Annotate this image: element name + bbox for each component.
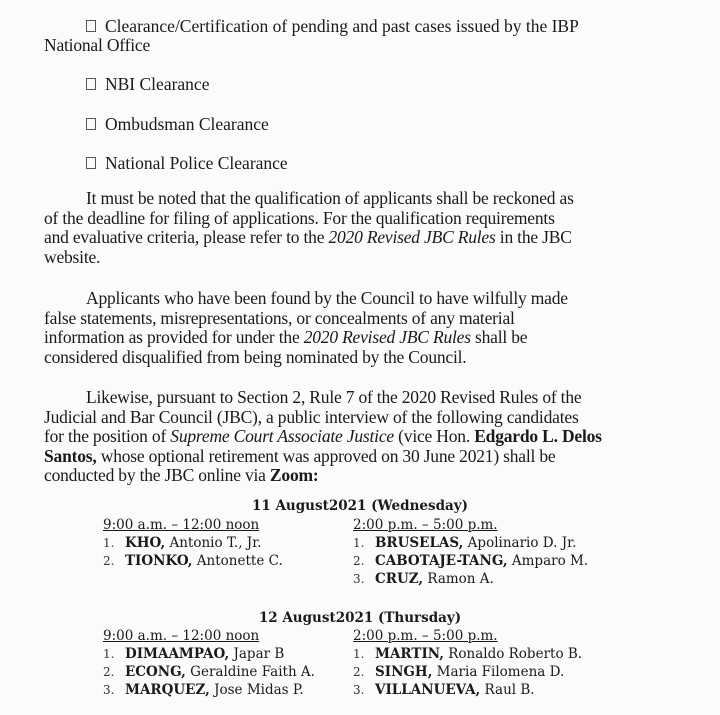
candidate: 2. TIONKO, Antonette C. [103, 553, 283, 569]
candidate: 1. DIMAAMPAO, Japar B [103, 646, 285, 662]
candidate: 1. BRUSELAS, Apolinario D. Jr. [353, 535, 577, 551]
checklist-item-ibp-cont: National Office [44, 35, 151, 55]
candidate: 2. CABOTAJE-TANG, Amparo M. [353, 553, 589, 569]
paragraph-interview: Likewise, pursuant to Section 2, Rule 7 of the 2020 Revised Rules of the Judicial and Bar Council (JBC), a public interview of the following candidates for the position of Supreme Court Associate Justice (vice Hon. Edgardo L. Delos Santos, whose optional retirement was approved on 30 June 2021) shall be conducted by the JBC online via Zoom: [44, 387, 602, 485]
paragraph-disqualification: Applicants who have been found by the Council to have wilfully made false statements, misrepresentations, or concealments of any material information as provided for under the 2020 Revised JBC Rules shall be considered disqualified from being nominated by the Council. [44, 288, 568, 367]
candidate: 2. SINGH, Maria Filomena D. [353, 664, 565, 680]
checkbox-icon[interactable] [86, 118, 96, 130]
checklist-item-police: National Police Clearance [86, 153, 288, 173]
time-slot: 2:00 p.m. – 5:00 p.m. [353, 628, 498, 644]
time-slot: 9:00 a.m. – 12:00 noon [103, 628, 260, 644]
candidate: 3. MARQUEZ, Jose Midas P. [103, 682, 304, 698]
candidate: 1. KHO, Antonio T., Jr. [103, 535, 262, 551]
checkbox-icon[interactable] [86, 20, 96, 32]
time-slot: 2:00 p.m. – 5:00 p.m. [353, 517, 498, 533]
checkbox-icon[interactable] [86, 78, 96, 90]
schedule-date: 11 August2021 (Wednesday) [251, 498, 469, 514]
candidate: 3. VILLANUEVA, Raul B. [353, 682, 535, 698]
schedule-date: 12 August2021 (Thursday) [258, 610, 462, 626]
schedule-afternoon [353, 516, 588, 588]
checklist-item-ibp: Clearance/Certification of pending and past cases issued by the IBP [86, 16, 579, 36]
time-slot: 9:00 a.m. – 12:00 noon [103, 517, 260, 533]
paragraph-qualification: It must be noted that the qualification of applicants shall be reckoned as of the deadline for filing of applications. For the qualification requirements and evaluative criteria, please refer to the 2020 Revised JBC Rules in the JBC website. [44, 188, 574, 267]
schedule-afternoon [353, 627, 582, 699]
candidate: 1. MARTIN, Ronaldo Roberto B. [353, 646, 583, 662]
checklist-item-nbi: NBI Clearance [86, 74, 209, 94]
schedule-morning [103, 627, 315, 699]
checklist-item-ombudsman: Ombudsman Clearance [86, 114, 269, 134]
candidate: 2. ECONG, Geraldine Faith A. [103, 664, 315, 680]
schedule-morning [103, 516, 283, 570]
candidate: 3. CRUZ, Ramon A. [353, 571, 494, 587]
checkbox-icon[interactable] [86, 157, 96, 169]
